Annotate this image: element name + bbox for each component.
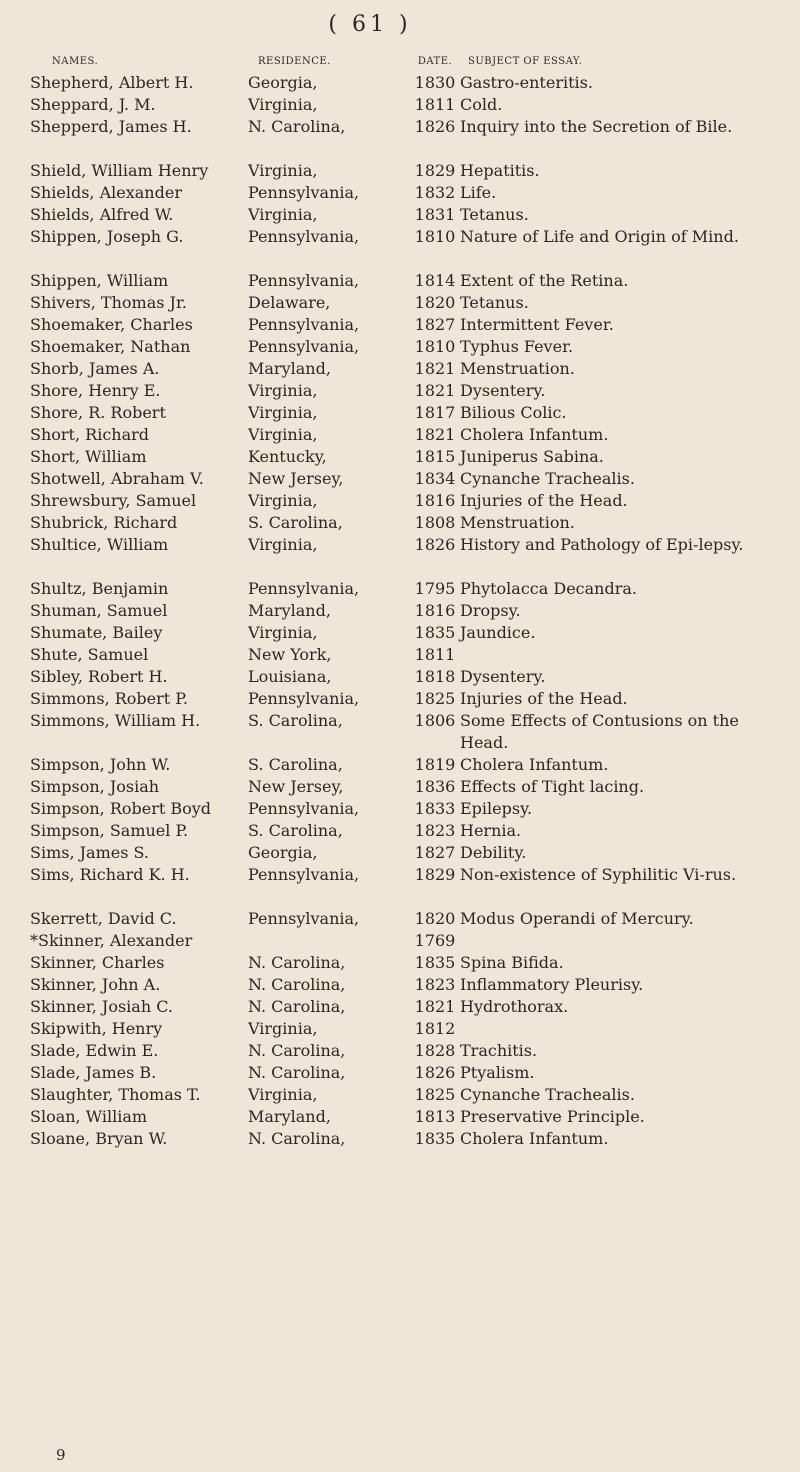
subject-cell: Injuries of the Head. [460, 491, 628, 510]
subject-cell: Hepatitis. [460, 161, 540, 180]
name-cell: Simpson, Robert Boyd [30, 799, 212, 818]
subject-cell: Jaundice. [460, 623, 536, 642]
table-body [30, 72, 770, 1150]
residence-cell: New Jersey, [248, 469, 344, 488]
table-row [30, 952, 770, 974]
name-cell: Shore, Henry E. [30, 381, 161, 400]
residence-cell: Maryland, [248, 601, 331, 620]
residence-cell: S. Carolina, [248, 711, 343, 730]
residence-cell: Pennsylvania, [248, 579, 360, 598]
register-table [30, 52, 770, 1150]
header-date: DATE. [417, 56, 453, 67]
date-cell: 1828 [414, 1041, 456, 1060]
table-row [30, 1084, 770, 1106]
date-cell: 1811 [414, 95, 456, 114]
name-cell: Shippen, Joseph G. [30, 227, 184, 246]
name-cell: Shield, William Henry [30, 161, 209, 180]
table-row [30, 270, 770, 292]
name-cell: Shrewsbury, Samuel [30, 491, 197, 510]
residence-cell: Georgia, [248, 73, 318, 92]
table-row [30, 776, 770, 798]
name-cell: Sloan, William [30, 1107, 148, 1126]
residence-cell: Virginia, [248, 491, 318, 510]
name-cell: Shubrick, Richard [30, 513, 178, 532]
name-cell: Simmons, William H. [30, 711, 201, 730]
subject-cell: Ptyalism. [460, 1063, 535, 1082]
date-cell: 1821 [414, 359, 456, 378]
table-row [30, 842, 770, 864]
name-cell: Shepherd, Albert H. [30, 73, 194, 92]
date-cell: 1820 [414, 293, 456, 312]
residence-cell: S. Carolina, [248, 513, 343, 532]
name-cell: Skinner, Charles [30, 953, 165, 972]
table-row [30, 600, 770, 622]
residence-cell: Virginia, [248, 95, 318, 114]
subject-cell: Extent of the Retina. [460, 271, 629, 290]
header-residence: RESIDENCE. [258, 56, 331, 67]
table-row [30, 644, 770, 666]
residence-cell: Pennsylvania, [248, 271, 360, 290]
table-row [30, 226, 770, 270]
subject-cell: Tetanus. [460, 205, 529, 224]
residence-cell: N. Carolina, [248, 997, 346, 1016]
date-cell: 1826 [414, 117, 456, 136]
name-cell: Slaughter, Thomas T. [30, 1085, 201, 1104]
residence-cell: Kentucky, [248, 447, 327, 466]
name-cell: Simpson, Samuel P. [30, 821, 189, 840]
table-row [30, 380, 770, 402]
subject-cell: Cold. [460, 95, 503, 114]
residence-cell: New York, [248, 645, 332, 664]
residence-cell: Delaware, [248, 293, 331, 312]
table-row [30, 908, 770, 930]
date-cell: 1808 [414, 513, 456, 532]
name-cell: Sibley, Robert H. [30, 667, 168, 686]
date-cell: 1810 [414, 337, 456, 356]
subject-cell: Juniperus Sabina. [460, 447, 604, 466]
date-cell: 1827 [414, 843, 456, 862]
subject-cell: Dysentery. [460, 667, 546, 686]
residence-cell: Pennsylvania, [248, 315, 360, 334]
residence-cell: S. Carolina, [248, 755, 343, 774]
table-row [30, 534, 770, 578]
subject-cell: Phytolacca Decandra. [460, 579, 637, 598]
subject-cell: Preservative Principle. [460, 1107, 645, 1126]
date-cell: 1821 [414, 425, 456, 444]
residence-cell: Pennsylvania, [248, 689, 360, 708]
date-cell: 1811 [414, 645, 456, 664]
residence-cell: Pennsylvania, [248, 183, 360, 202]
table-row [30, 1040, 770, 1062]
subject-cell: History and Pathology of Epi-lepsy. [460, 535, 744, 554]
name-cell: Shorb, James A. [30, 359, 160, 378]
residence-cell: Virginia, [248, 205, 318, 224]
subject-cell: Nature of Life and Origin of Mind. [460, 227, 739, 246]
name-cell: Shivers, Thomas Jr. [30, 293, 187, 312]
name-cell: Shore, R. Robert [30, 403, 166, 422]
subject-cell: Inflammatory Pleurisy. [460, 975, 644, 994]
residence-cell: N. Carolina, [248, 1129, 346, 1148]
subject-cell: Cholera Infantum. [460, 425, 609, 444]
subject-cell: Some Effects of Contusions on the Head. [460, 711, 739, 752]
header-subject: SUBJECT OF ESSAY. [468, 56, 583, 67]
subject-cell: Debility. [460, 843, 527, 862]
date-cell: 1816 [414, 601, 456, 620]
name-cell: Short, William [30, 447, 147, 466]
subject-cell: Cynanche Trachealis. [460, 1085, 635, 1104]
name-cell: Shoemaker, Nathan [30, 337, 191, 356]
table-row [30, 688, 770, 710]
subject-cell: Trachitis. [460, 1041, 538, 1060]
table-row [30, 292, 770, 314]
table-row [30, 512, 770, 534]
date-cell: 1829 [414, 865, 456, 884]
residence-cell: Pennsylvania, [248, 865, 360, 884]
table-row [30, 1062, 770, 1084]
date-cell: 1806 [414, 711, 456, 730]
table-row [30, 666, 770, 688]
date-cell: 1823 [414, 821, 456, 840]
date-cell: 1821 [414, 997, 456, 1016]
name-cell: Shoemaker, Charles [30, 315, 193, 334]
date-cell: 1816 [414, 491, 456, 510]
date-cell: 1819 [414, 755, 456, 774]
table-header [30, 52, 770, 72]
table-row [30, 160, 770, 182]
name-cell: Shields, Alexander [30, 183, 182, 202]
date-cell: 1835 [414, 1129, 456, 1148]
subject-cell: Cholera Infantum. [460, 1129, 609, 1148]
name-cell: Sloane, Bryan W. [30, 1129, 168, 1148]
date-cell: 1817 [414, 403, 456, 422]
page-number: ( 61 ) [328, 12, 412, 37]
residence-cell: S. Carolina, [248, 821, 343, 840]
subject-cell: Cholera Infantum. [460, 755, 609, 774]
signature-mark: 9 [56, 1446, 66, 1464]
name-cell: Slade, Edwin E. [30, 1041, 159, 1060]
date-cell: 1814 [414, 271, 456, 290]
residence-cell: N. Carolina, [248, 1063, 346, 1082]
table-row [30, 490, 770, 512]
date-cell: 1835 [414, 623, 456, 642]
date-cell: 1833 [414, 799, 456, 818]
table-row [30, 754, 770, 776]
residence-cell: Virginia, [248, 425, 318, 444]
subject-cell: Dysentery. [460, 381, 546, 400]
name-cell: Shuman, Samuel [30, 601, 168, 620]
subject-cell: Hernia. [460, 821, 522, 840]
name-cell: Skerrett, David C. [30, 909, 177, 928]
date-cell: 1821 [414, 381, 456, 400]
residence-cell: Virginia, [248, 1085, 318, 1104]
table-row [30, 72, 770, 94]
table-row [30, 820, 770, 842]
table-row [30, 974, 770, 996]
date-cell: 1826 [414, 1063, 456, 1082]
name-cell: Simpson, John W. [30, 755, 171, 774]
date-cell: 1820 [414, 909, 456, 928]
header-names: NAMES. [52, 56, 99, 67]
subject-cell: Spina Bifida. [460, 953, 564, 972]
name-cell: Shields, Alfred W. [30, 205, 174, 224]
residence-cell: Virginia, [248, 1019, 318, 1038]
subject-cell: Epilepsy. [460, 799, 533, 818]
date-cell: 1795 [414, 579, 456, 598]
name-cell: Sims, James S. [30, 843, 149, 862]
table-row [30, 1128, 770, 1150]
subject-cell: Intermittent Fever. [460, 315, 614, 334]
name-cell: Sims, Richard K. H. [30, 865, 190, 884]
residence-cell: Virginia, [248, 161, 318, 180]
residence-cell: Pennsylvania, [248, 799, 360, 818]
name-cell: Skinner, Josiah C. [30, 997, 173, 1016]
residence-cell: New Jersey, [248, 777, 344, 796]
date-cell: 1815 [414, 447, 456, 466]
subject-cell: Dropsy. [460, 601, 521, 620]
subject-cell: Effects of Tight lacing. [460, 777, 645, 796]
table-row [30, 336, 770, 358]
subject-cell: Menstruation. [460, 359, 575, 378]
table-row [30, 864, 770, 908]
date-cell: 1818 [414, 667, 456, 686]
residence-cell: Pennsylvania, [248, 909, 360, 928]
residence-cell: Virginia, [248, 623, 318, 642]
residence-cell: N. Carolina, [248, 1041, 346, 1060]
date-cell: 1827 [414, 315, 456, 334]
date-cell: 1834 [414, 469, 456, 488]
table-row [30, 930, 770, 952]
table-row [30, 1018, 770, 1040]
date-cell: 1835 [414, 953, 456, 972]
table-row [30, 798, 770, 820]
subject-cell: Life. [460, 183, 497, 202]
date-cell: 1832 [414, 183, 456, 202]
name-cell: Shippen, William [30, 271, 169, 290]
name-cell: Slade, James B. [30, 1063, 157, 1082]
residence-cell: N. Carolina, [248, 953, 346, 972]
table-row [30, 424, 770, 446]
table-row [30, 402, 770, 424]
residence-cell: Maryland, [248, 359, 331, 378]
date-cell: 1825 [414, 1085, 456, 1104]
name-cell: Shumate, Bailey [30, 623, 163, 642]
date-cell: 1810 [414, 227, 456, 246]
name-cell: Shultice, William [30, 535, 169, 554]
table-row [30, 446, 770, 468]
date-cell: 1769 [414, 931, 456, 950]
subject-cell: Cynanche Trachealis. [460, 469, 635, 488]
name-cell: Shepperd, James H. [30, 117, 192, 136]
name-cell: Simmons, Robert P. [30, 689, 188, 708]
residence-cell: N. Carolina, [248, 117, 346, 136]
name-cell: Shotwell, Abraham V. [30, 469, 204, 488]
subject-cell: Typhus Fever. [460, 337, 574, 356]
residence-cell: Georgia, [248, 843, 318, 862]
name-cell: Sheppard, J. M. [30, 95, 156, 114]
table-row [30, 710, 770, 754]
date-cell: 1826 [414, 535, 456, 554]
name-cell: Simpson, Josiah [30, 777, 160, 796]
table-row [30, 116, 770, 160]
name-cell: Skipwith, Henry [30, 1019, 163, 1038]
residence-cell: Louisiana, [248, 667, 332, 686]
date-cell: 1823 [414, 975, 456, 994]
table-row [30, 996, 770, 1018]
residence-cell: N. Carolina, [248, 975, 346, 994]
subject-cell: Hydrothorax. [460, 997, 569, 1016]
name-cell: *Skinner, Alexander [30, 931, 193, 950]
subject-cell: Non-existence of Syphilitic Vi-rus. [460, 865, 737, 884]
residence-cell: Virginia, [248, 535, 318, 554]
name-cell: Shultz, Benjamin [30, 579, 169, 598]
subject-cell: Tetanus. [460, 293, 529, 312]
table-row [30, 182, 770, 204]
name-cell: Short, Richard [30, 425, 150, 444]
subject-cell: Menstruation. [460, 513, 575, 532]
table-row [30, 1106, 770, 1128]
residence-cell: Pennsylvania, [248, 337, 360, 356]
subject-cell: Bilious Colic. [460, 403, 567, 422]
residence-cell: Maryland, [248, 1107, 331, 1126]
date-cell: 1825 [414, 689, 456, 708]
table-row [30, 622, 770, 644]
subject-cell: Injuries of the Head. [460, 689, 628, 708]
residence-cell: Virginia, [248, 403, 318, 422]
subject-cell: Inquiry into the Secretion of Bile. [460, 117, 733, 136]
date-cell: 1812 [414, 1019, 456, 1038]
subject-cell: Gastro-enteritis. [460, 73, 593, 92]
date-cell: 1829 [414, 161, 456, 180]
table-row [30, 204, 770, 226]
name-cell: Skinner, John A. [30, 975, 161, 994]
name-cell: Shute, Samuel [30, 645, 149, 664]
date-cell: 1830 [414, 73, 456, 92]
residence-cell: Virginia, [248, 381, 318, 400]
table-row [30, 94, 770, 116]
residence-cell: Pennsylvania, [248, 227, 360, 246]
table-row [30, 578, 770, 600]
date-cell: 1813 [414, 1107, 456, 1126]
date-cell: 1831 [414, 205, 456, 224]
table-row [30, 358, 770, 380]
table-row [30, 314, 770, 336]
table-row [30, 468, 770, 490]
subject-cell: Modus Operandi of Mercury. [460, 909, 694, 928]
date-cell: 1836 [414, 777, 456, 796]
